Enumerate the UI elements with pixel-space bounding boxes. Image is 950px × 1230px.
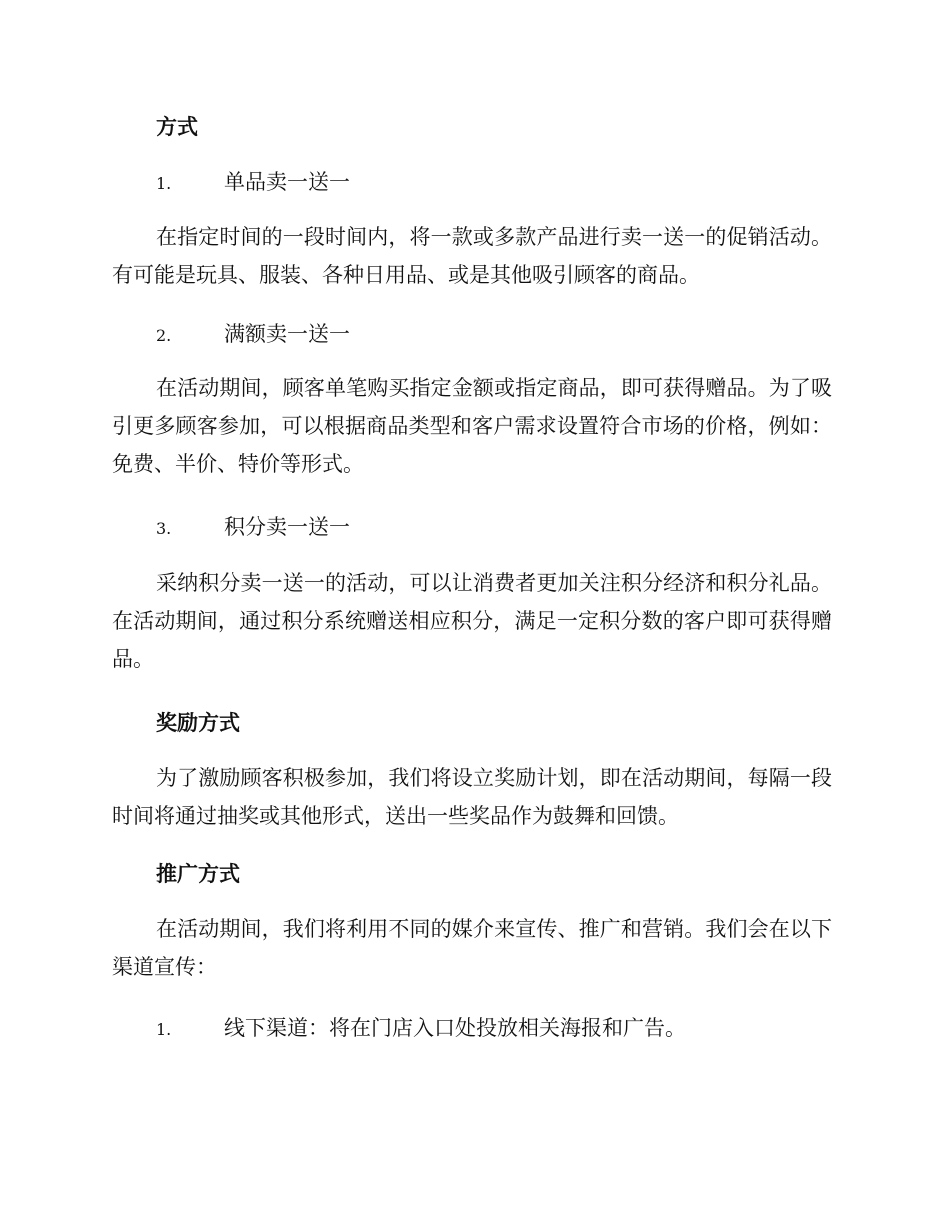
section-heading-reward: 奖励方式 [156,710,240,735]
list-number: 1. [156,1020,172,1039]
list-number: 2. [156,326,172,345]
paragraph-single-product: 在指定时间的一段时间内，将一款或多款产品进行卖一送一的促销活动。有可能是玩具、服装、各种日用品、或是其他吸引顾客的商品。 [112,225,832,287]
list-item-3-points [156,512,350,544]
list-item-text: 线下渠道：将在门店入口处投放相关海报和广告。 [224,1016,686,1040]
list-number: 1. [156,174,172,193]
list-item-title: 满额卖一送一 [224,322,350,346]
list-item-2-full-amount [156,319,350,351]
list-item-offline-channel [156,1013,686,1045]
section-heading-promotion: 推广方式 [156,861,240,886]
paragraph-promotion: 在活动期间，我们将利用不同的媒介来宣传、推广和营销。我们会在以下渠道宣传： [112,917,832,979]
paragraph-full-amount: 在活动期间，顾客单笔购买指定金额或指定商品，即可获得赠品。为了吸引更多顾客参加，可以根据商品类型和客户需求设置符合市场的价格，例如：免费、半价、特价等形式。 [112,376,832,476]
list-item-title: 积分卖一送一 [224,515,350,539]
list-item-1-single-product [156,167,350,199]
paragraph-points: 采纳积分卖一送一的活动，可以让消费者更加关注积分经济和积分礼品。在活动期间，通过积分系统赠送相应积分，满足一定积分数的客户即可获得赠品。 [112,571,832,671]
list-number: 3. [156,519,172,538]
paragraph-reward: 为了激励顾客积极参加，我们将设立奖励计划，即在活动期间，每隔一段时间将通过抽奖或其他形式，送出一些奖品作为鼓舞和回馈。 [112,766,832,828]
list-item-title: 单品卖一送一 [224,170,350,194]
section-heading-method: 方式 [156,114,198,139]
